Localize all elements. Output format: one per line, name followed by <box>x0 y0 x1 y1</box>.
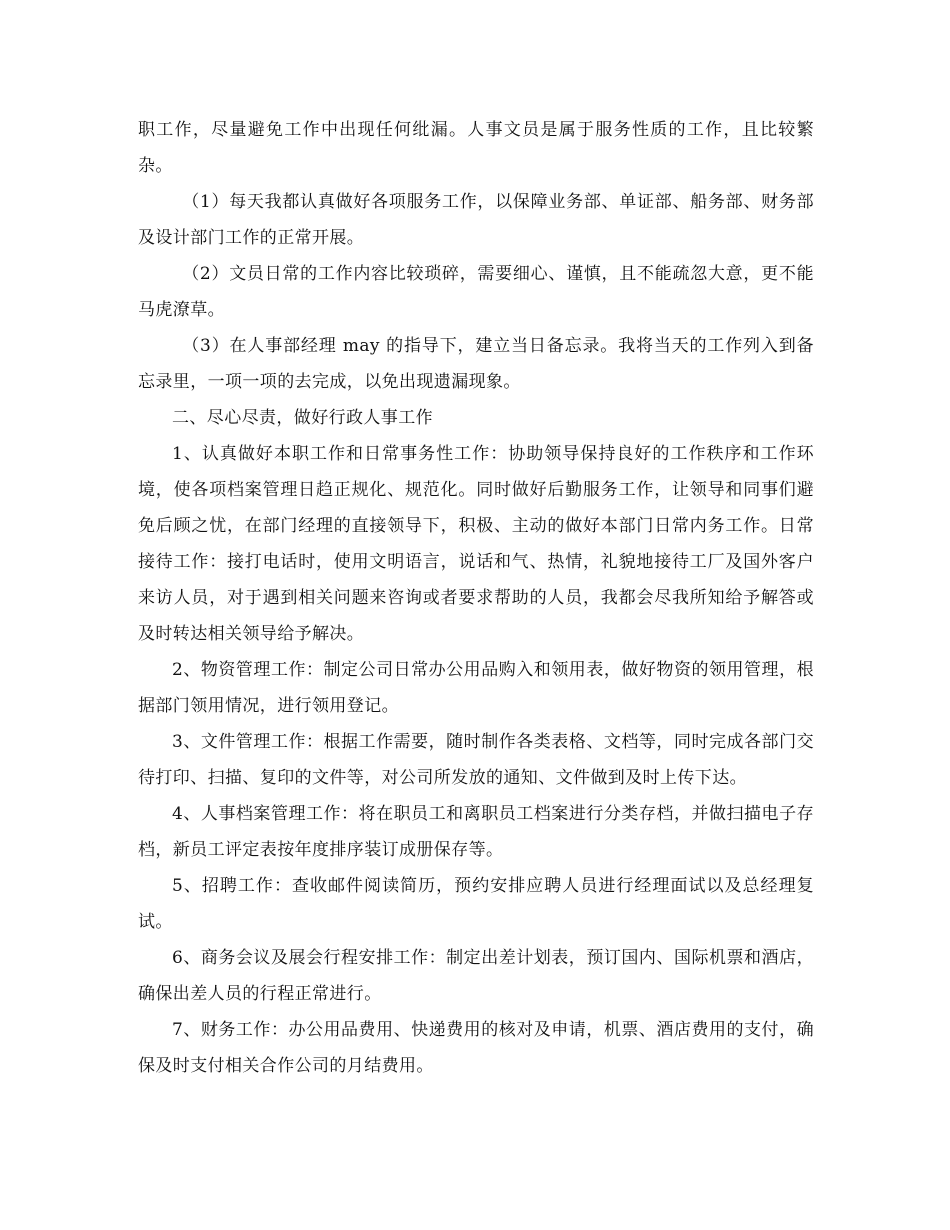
paragraph-item-4: 4、人事档案管理工作：将在职员工和离职员工档案进行分类存档，并做扫描电子存档，新员工评定表按年度排序装订成册保存等。 <box>138 804 814 860</box>
section-heading-2: 二、尽心尽责，做好行政人事工作 <box>172 408 433 428</box>
paragraph-item-3: 3、文件管理工作：根据工作需要，随时制作各类表格、文档等，同时完成各部门交待打印、扫描、复印的文件等，对公司所发放的通知、文件做到及时上传下达。 <box>138 732 814 788</box>
document-body <box>138 112 814 1084</box>
paragraph-intro-continuation: 职工作，尽量避免工作中出现任何纰漏。人事文员是属于服务性质的工作，且比较繁杂。 <box>138 120 814 176</box>
paragraph-item-2: 2、物资管理工作：制定公司日常办公用品购入和领用表，做好物资的领用管理，根据部门领用情况，进行领用登记。 <box>138 660 814 716</box>
paragraph-subitem-1: （1）每天我都认真做好各项服务工作，以保障业务部、单证部、船务部、财务部及设计部门工作的正常开展。 <box>138 192 814 248</box>
paragraph-item-5: 5、招聘工作：查收邮件阅读简历，预约安排应聘人员进行经理面试以及总经理复试。 <box>138 876 814 932</box>
paragraph-item-1: 1、认真做好本职工作和日常事务性工作：协助领导保持良好的工作秩序和工作环境，使各项档案管理日趋正规化、规范化。同时做好后勤服务工作，让领导和同事们避免后顾之忧，在部门经理的直接领导下，积极、主动的做好本部门日常内务工作。日常接待工作：接打电话时，使用文明语言，说话和气、热情，礼貌地接待工厂及国外客户来访人员，对于遇到相关问题来咨询或者要求帮助的人员，我都会尽我所知给予解答或及时转达相关领导给予解决。 <box>138 444 814 644</box>
paragraph-item-6: 6、商务会议及展会行程安排工作：制定出差计划表，预订国内、国际机票和酒店，确保出差人员的行程正常进行。 <box>138 948 814 1004</box>
paragraph-subitem-2: （2）文员日常的工作内容比较琐碎，需要细心、谨慎，且不能疏忽大意，更不能马虎潦草。 <box>138 264 814 320</box>
paragraph-subitem-3: （3）在人事部经理 may 的指导下，建立当日备忘录。我将当天的工作列入到备忘录里，一项一项的去完成，以免出现遗漏现象。 <box>138 336 814 392</box>
paragraph-item-7: 7、财务工作：办公用品费用、快递费用的核对及申请，机票、酒店费用的支付，确保及时支付相关合作公司的月结费用。 <box>138 1020 814 1076</box>
